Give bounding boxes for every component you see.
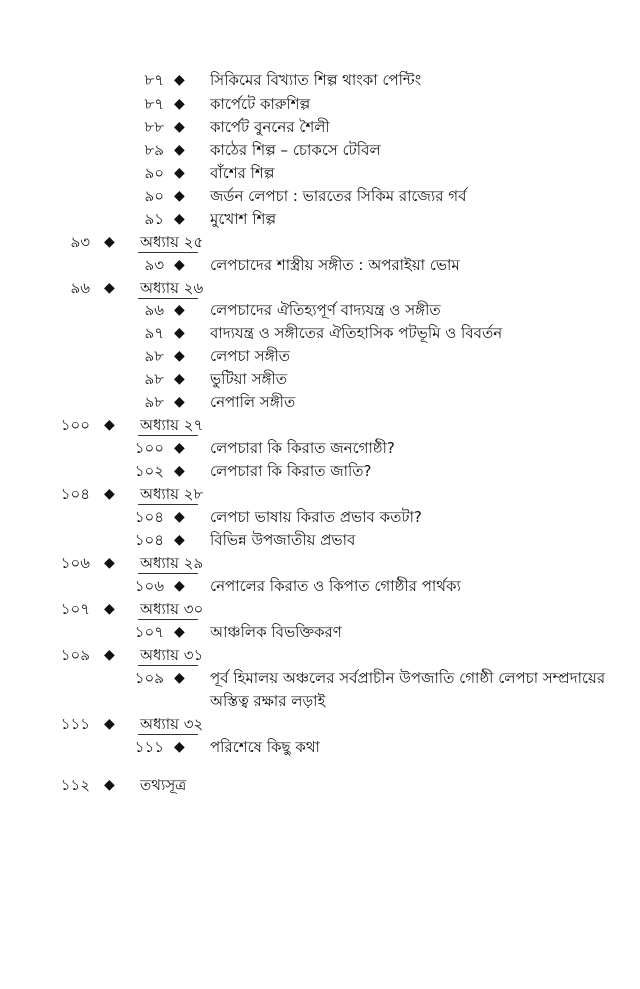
entry-title: বিভিন্ন উপজাতীয় প্রভাব [210, 531, 356, 549]
diamond-bullet-icon: ◆ [174, 72, 185, 88]
page-number: ১০৬ [134, 577, 164, 595]
chapter-heading: অধ্যায় ২৫ [140, 233, 204, 251]
page-number: ৮৮ [144, 118, 164, 136]
page-number: ৯০ [144, 187, 164, 205]
toc-chapter-row [0, 713, 640, 735]
diamond-bullet-icon: ◆ [174, 302, 185, 318]
diamond-bullet-icon: ◆ [174, 371, 185, 387]
entry-title: কাঠের শিল্প – চোকসে টেবিল [210, 141, 381, 159]
page-number: ৮৭ [144, 71, 164, 89]
diamond-bullet-icon: ◆ [174, 119, 185, 135]
diamond-bullet-icon: ◆ [174, 440, 185, 456]
page-number: ১১১ [134, 738, 164, 756]
page-number: ১০৪ [134, 508, 164, 526]
diamond-bullet-icon: ◆ [174, 624, 185, 640]
toc-chapter-row [0, 774, 640, 796]
toc-entry-row [0, 139, 640, 161]
chapter-heading: অধ্যায় ৩২ [140, 715, 204, 733]
page-number: ৯৮ [144, 393, 164, 411]
toc-entry-row [0, 506, 640, 528]
page-number: ৯১ [144, 210, 164, 228]
entry-title: ভুটিয়া সঙ্গীত [210, 370, 287, 388]
entry-title: লেপচা সঙ্গীত [210, 347, 291, 365]
toc-entry-row [0, 736, 640, 758]
page-number: ৮৭ [144, 95, 164, 113]
toc-entry-row [0, 460, 640, 482]
diamond-bullet-icon: ◆ [104, 417, 115, 433]
diamond-bullet-icon: ◆ [174, 578, 185, 594]
page-number: ১১২ [60, 776, 90, 794]
entry-title: পরিশেষে কিছু কথা [210, 738, 320, 756]
entry-title: লেপচা ভাষায় কিরাত প্রভাব কতটা? [210, 508, 422, 526]
page-number: ৯৭ [144, 324, 164, 342]
diamond-bullet-icon: ◆ [174, 257, 185, 273]
chapter-underline [138, 665, 198, 666]
diamond-bullet-icon: ◆ [174, 394, 185, 410]
diamond-bullet-icon: ◆ [174, 188, 185, 204]
diamond-bullet-icon: ◆ [174, 211, 185, 227]
toc-entry-row [0, 667, 640, 689]
toc-entry-row [0, 299, 640, 321]
page-number: ১১১ [60, 715, 90, 733]
toc-entry-row [0, 162, 640, 184]
diamond-bullet-icon: ◆ [174, 325, 185, 341]
chapter-underline [138, 504, 198, 505]
entry-title: লেপচাদের শাস্ত্রীয় সঙ্গীত : অপরাইয়া ভোম [210, 256, 460, 274]
chapter-underline [138, 435, 198, 436]
page-number: ১০৯ [134, 669, 164, 687]
chapter-underline [138, 252, 198, 253]
entry-title: লেপচারা কি কিরাত জাতি? [210, 462, 372, 480]
toc-entry-row [0, 322, 640, 344]
page-number: ৯৬ [70, 279, 90, 297]
toc-entry-row [0, 368, 640, 390]
toc-entry-row [0, 529, 640, 551]
diamond-bullet-icon: ◆ [174, 96, 185, 112]
toc-chapter-row [0, 644, 640, 666]
page-number: ১০৯ [60, 646, 90, 664]
toc-chapter-row [0, 552, 640, 574]
diamond-bullet-icon: ◆ [104, 716, 115, 732]
page-number: ১০৪ [60, 485, 90, 503]
toc-entry-row [0, 345, 640, 367]
entry-title: লেপচারা কি কিরাত জনগোষ্ঠী? [210, 439, 395, 457]
diamond-bullet-icon: ◆ [174, 739, 185, 755]
toc-chapter-row [0, 231, 640, 253]
page-number: ৯৮ [144, 347, 164, 365]
toc-entry-row [0, 690, 640, 712]
entry-title: আঞ্চলিক বিভক্তিকরণ [210, 623, 342, 641]
diamond-bullet-icon: ◆ [104, 777, 115, 793]
toc-entry-row [0, 116, 640, 138]
toc-entry-row [0, 69, 640, 91]
entry-title: নেপালের কিরাত ও কিপাত গোষ্ঠীর পার্থক্য [210, 577, 461, 595]
page-number: ৯৬ [144, 301, 164, 319]
page-number: ১০৭ [134, 623, 164, 641]
chapter-heading: অধ্যায় ২৭ [140, 416, 204, 434]
diamond-bullet-icon: ◆ [104, 280, 115, 296]
page-number: ৯৮ [144, 370, 164, 388]
diamond-bullet-icon: ◆ [104, 601, 115, 617]
toc-entry-row [0, 391, 640, 413]
page-number: ১০৬ [60, 554, 90, 572]
entry-title: কার্পেটে কারুশিল্প [210, 95, 311, 113]
chapter-underline [138, 573, 198, 574]
toc-entry-row [0, 575, 640, 597]
chapter-underline [138, 619, 198, 620]
page-number: ১০২ [134, 462, 164, 480]
entry-title: অস্তিত্ব রক্ষার লড়াই [210, 692, 326, 710]
diamond-bullet-icon: ◆ [174, 165, 185, 181]
toc-entry-row [0, 437, 640, 459]
page-number: ১০০ [134, 439, 164, 457]
toc-entry-row [0, 185, 640, 207]
chapter-heading: অধ্যায় ২৮ [140, 485, 204, 503]
toc-entry-row [0, 621, 640, 643]
entry-title: কার্পেট বুননের শৈলী [210, 118, 330, 136]
entry-title: মুখোশ শিল্প [210, 210, 277, 228]
entry-title: লেপচাদের ঐতিহ্যপূর্ণ বাদ্যযন্ত্র ও সঙ্গীত [210, 301, 441, 319]
toc-chapter-row [0, 483, 640, 505]
diamond-bullet-icon: ◆ [104, 647, 115, 663]
diamond-bullet-icon: ◆ [104, 486, 115, 502]
toc-entry-row [0, 208, 640, 230]
entry-title: বাদ্যযন্ত্র ও সঙ্গীতের ঐতিহাসিক পটভূমি ও বিবর্তন [210, 324, 503, 342]
chapter-heading: তথ্যসূত্র [140, 776, 187, 794]
chapter-heading: অধ্যায় ২৯ [140, 554, 204, 572]
chapter-heading: অধ্যায় ৩১ [140, 646, 204, 664]
page-number: ৯৩ [144, 256, 164, 274]
diamond-bullet-icon: ◆ [104, 555, 115, 571]
toc-entry-row [0, 254, 640, 276]
entry-title: বাঁশের শিল্প [210, 164, 275, 182]
page-number: ৯৩ [70, 233, 90, 251]
entry-title: জর্ডন লেপচা : ভারতের সিকিম রাজ্যের গর্ব [210, 187, 467, 205]
toc-chapter-row [0, 277, 640, 299]
entry-title: সিকিমের বিখ্যাত শিল্প থাংকা পেন্টিং [210, 71, 422, 89]
diamond-bullet-icon: ◆ [174, 532, 185, 548]
diamond-bullet-icon: ◆ [174, 509, 185, 525]
chapter-underline [138, 734, 198, 735]
page-number: ৮৯ [144, 141, 164, 159]
toc-chapter-row [0, 414, 640, 436]
diamond-bullet-icon: ◆ [174, 463, 185, 479]
diamond-bullet-icon: ◆ [104, 234, 115, 250]
diamond-bullet-icon: ◆ [174, 348, 185, 364]
page-number: ১০০ [60, 416, 90, 434]
diamond-bullet-icon: ◆ [174, 670, 185, 686]
page-number: ১০৭ [60, 600, 90, 618]
chapter-heading: অধ্যায় ২৬ [140, 279, 204, 297]
entry-title: নেপালি সঙ্গীত [210, 393, 296, 411]
page-number: ১০৪ [134, 531, 164, 549]
page-number: ৯০ [144, 164, 164, 182]
toc-chapter-row [0, 598, 640, 620]
entry-title: পূর্ব হিমালয় অঞ্চলের সর্বপ্রাচীন উপজাতি গোষ্ঠী লেপচা সম্প্রদায়ের [210, 669, 606, 687]
diamond-bullet-icon: ◆ [174, 142, 185, 158]
chapter-heading: অধ্যায় ৩০ [140, 600, 204, 618]
toc-entry-row [0, 93, 640, 115]
